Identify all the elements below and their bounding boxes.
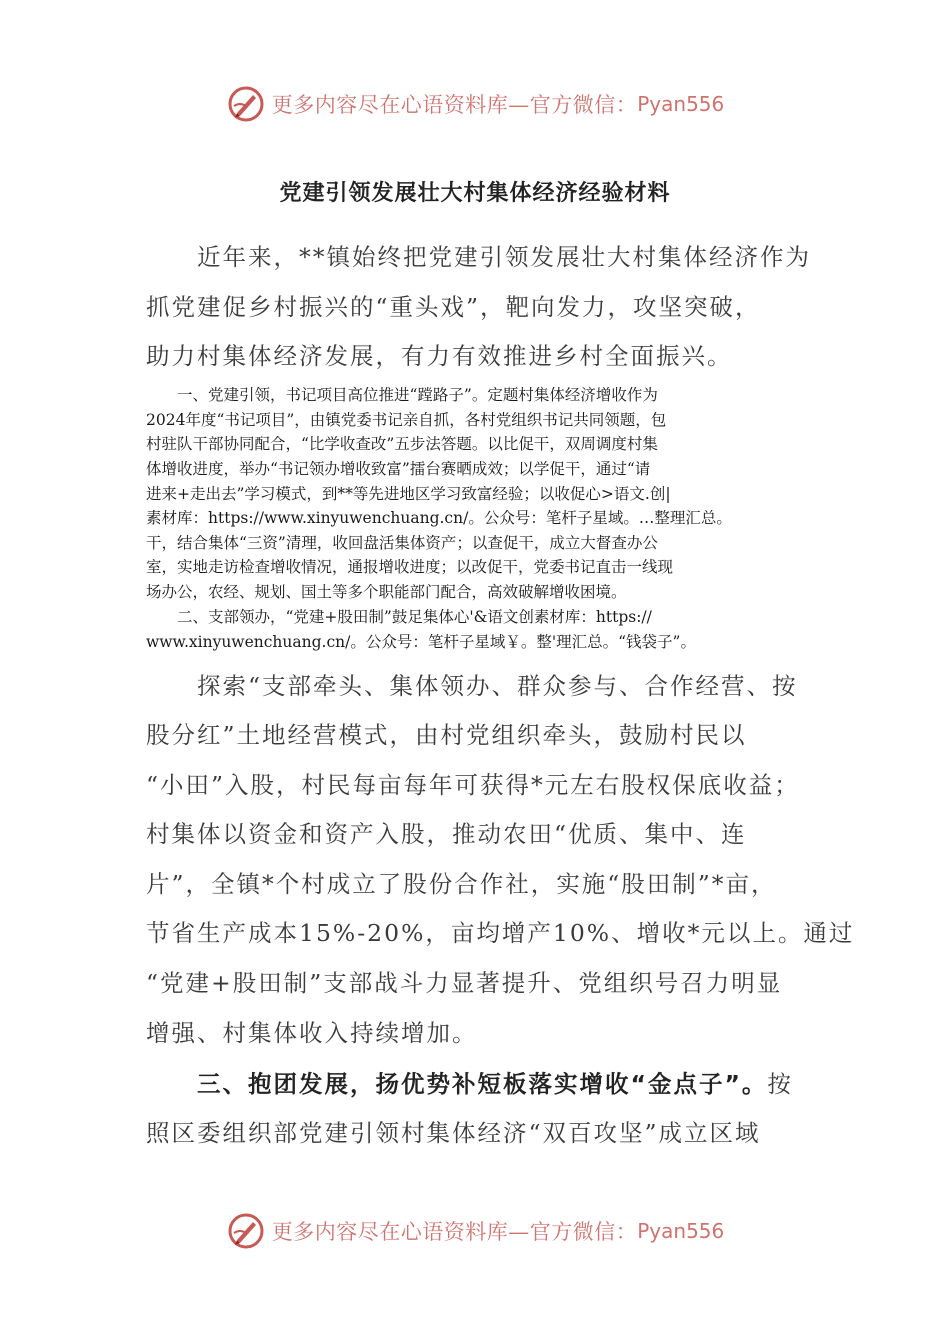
body-line: 股分红”土地经营模式，由村党组织牵头，鼓励村民以: [146, 721, 747, 749]
small-line: 一、党建引领，书记项目高位推进“蹚路子”。定题村集体经济增收作为: [146, 386, 658, 404]
body-line: 村集体以资金和资产入股，推动农田“优质、集中、连: [146, 820, 747, 848]
body-line: 探索“支部牵头、集体领办、群众参与、合作经营、按: [146, 672, 798, 700]
section3-heading-tail: 按: [767, 1070, 793, 1098]
intro-line: 抓党建促乡村振兴的“重头戏”，靶向发力，攻坚突破，: [146, 293, 761, 321]
pen-logo-icon: [226, 1211, 266, 1251]
pen-logo-icon: [226, 84, 266, 124]
small-line: 场办公，农经、规划、国土等多个职能部门配合，高效破解增收困境。: [146, 583, 627, 601]
small-line: 二、支部领办，“党建+股田制”鼓足集体心'&语文创素材库：https://: [146, 608, 652, 626]
small-line: 室，实地走访检查增收情况，通报增收进度；以改促干，党委书记直击一线现: [146, 558, 674, 576]
body-line: 增强、村集体收入持续增加。: [146, 1019, 478, 1047]
body-line: “小田”入股，村民每亩每年可获得*元左右股权保底收益；: [146, 771, 800, 799]
intro-line: 助力村集体经济发展，有力有效推进乡村全面振兴。: [146, 342, 733, 370]
banner-wechat-id: Pyan556: [637, 92, 725, 116]
small-line: 体增收进度，举办“书记领办增收致富”擂台赛晒成效；以学促干，通过“请: [146, 460, 651, 478]
small-line: 2024年度“书记项目”，由镇党委书记亲自抓，各村党组织书记共同领题，包: [146, 411, 667, 429]
banner-text: 更多内容尽在心语资料库—官方微信：: [271, 93, 638, 117]
small-line: 素材库：https://www.xinyuwenchuang.cn/。公众号：笔杆子星域。…整理汇总。: [146, 509, 732, 527]
section3-heading: 三、抱团发展，扬优势补短板落实增收“金点子”。: [197, 1070, 768, 1098]
section3-first-line: [146, 1059, 816, 1109]
footer-banner: [0, 1209, 950, 1253]
intro-line: 近年来，**镇始终把党建引领发展壮大村集体经济作为: [146, 243, 811, 271]
banner-text: 更多内容尽在心语资料库—官方微信：: [271, 1220, 638, 1244]
section3-line: 照区委组织部党建引领村集体经济“双百攻坚”成立区域: [146, 1119, 761, 1147]
body-line: 节省生产成本15%-20%，亩均增产10%、增收*元以上。通过: [146, 919, 855, 947]
body-line: “党建+股田制”支部战斗力显著提升、党组织号召力明显: [146, 969, 783, 997]
page-title: 党建引领发展壮大村集体经济经验材料: [279, 181, 671, 206]
banner-wechat-id: Pyan556: [637, 1219, 725, 1243]
small-line: 进来+走出去”学习模式，到**等先进地区学习致富经验；以收促心>语文.创|: [146, 485, 671, 503]
header-banner: [0, 82, 950, 126]
body-line: 片”，全镇*个村成立了股份合作社，实施“股田制”*亩，: [146, 870, 777, 898]
small-line: www.xinyuwenchuang.cn/。公众号：笔杆子星域￥。整'理汇总。“钱袋子”。: [146, 633, 696, 651]
small-line: 干，结合集体“三资”清理，收回盘活集体资产；以查促干，成立大督查办公: [146, 534, 658, 552]
small-line: 村驻队干部协同配合，“比学收查改”五步法答题。以比促干，双周调度村集: [146, 435, 658, 453]
